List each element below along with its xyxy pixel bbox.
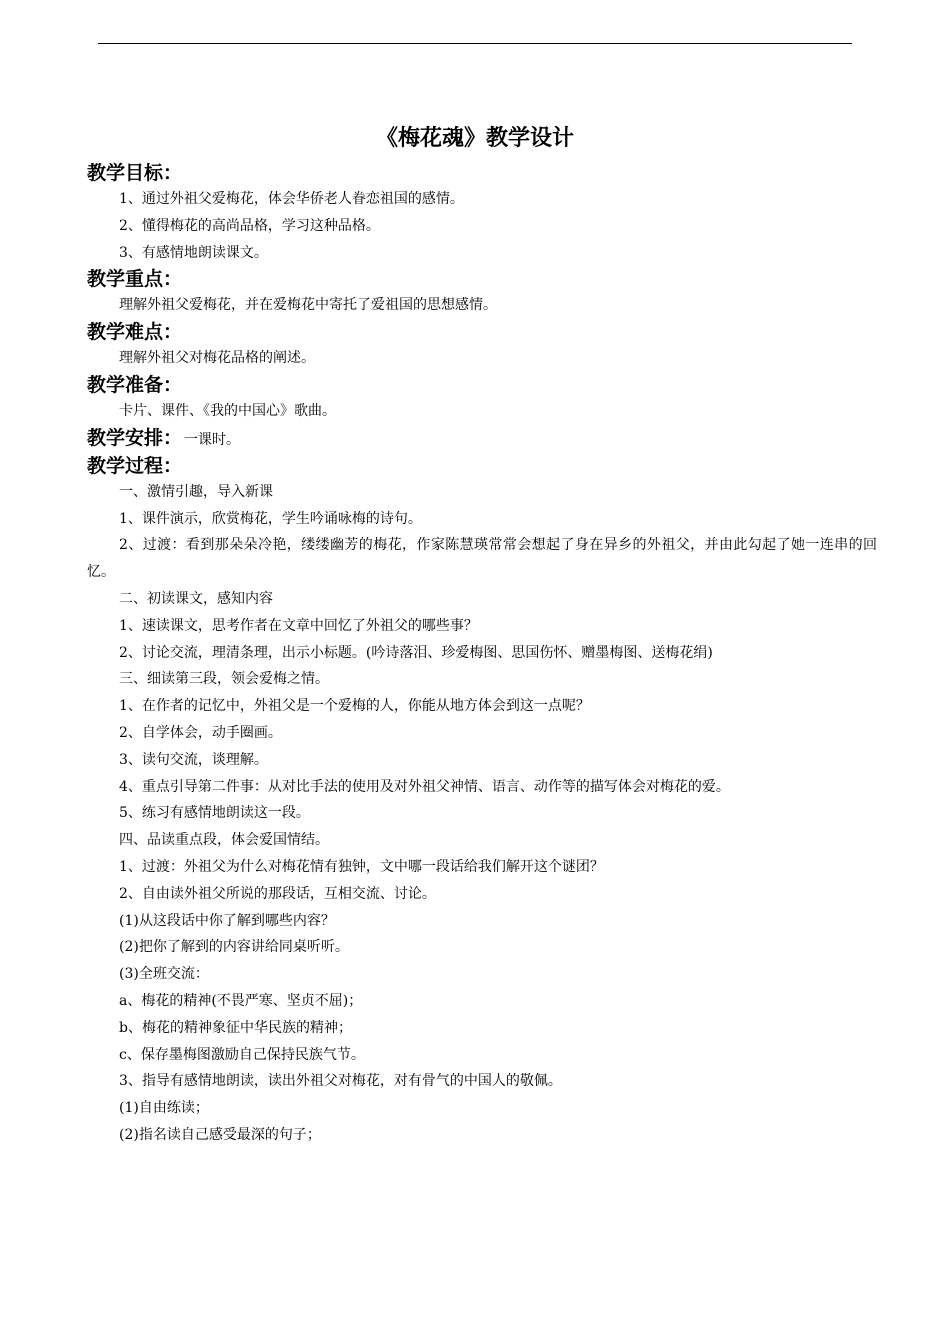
process-step: 三、细读第三段，领会爱梅之情。 <box>119 671 329 688</box>
section-heading-difficulties: 教学难点： <box>87 321 183 344</box>
process-step: (3)全班交流： <box>119 966 209 983</box>
preparation-text: 卡片、课件、《我的中国心》歌曲。 <box>119 402 336 419</box>
process-step: 1、过渡：外祖父为什么对梅花情有独钟，文中哪一段话给我们解开这个谜团？ <box>119 858 604 875</box>
process-step: 2、自学体会，动手圈画。 <box>119 724 282 741</box>
objective-item: 1、通过外祖父爱梅花，体会华侨老人眷恋祖国的感情。 <box>119 191 464 207</box>
process-step: (2)指名读自己感受最深的句子； <box>119 1126 321 1143</box>
process-step: 1、在作者的记忆中，外祖父是一个爱梅的人，你能从地方体会到这一点呢？ <box>119 698 590 715</box>
process-step: 3、指导有感情地朗读，读出外祖父对梅花，对有骨气的中国人的敬佩。 <box>119 1073 562 1090</box>
key-point-text: 理解外祖父爱梅花，并在爱梅花中寄托了爱祖国的思想感情。 <box>119 297 497 314</box>
process-step: (1)从这段话中你了解到哪些内容？ <box>119 912 335 929</box>
process-step: a、梅花的精神(不畏严寒、坚贞不屈)； <box>119 992 363 1009</box>
page-title: 《梅花魂》教学设计 <box>375 125 574 151</box>
process-step: (1)自由练读； <box>119 1100 209 1117</box>
process-step: (2)把你了解到的内容讲给同桌听听。 <box>119 939 349 956</box>
process-step: 四、品读重点段，体会爱国情结。 <box>119 832 329 849</box>
objective-item: 3、有感情地朗读课文。 <box>119 244 268 261</box>
difficulty-text: 理解外祖父对梅花品格的阐述。 <box>119 350 315 367</box>
process-step: 2、自由读外祖父所说的那段话，互相交流、讨论。 <box>119 885 436 902</box>
section-heading-objectives: 教学目标： <box>87 162 183 184</box>
section-heading-schedule <box>87 425 877 453</box>
process-step: 二、初读课文，感知内容 <box>119 590 273 607</box>
process-step: 2、过渡：看到那朵朵冷艳，缕缕幽芳的梅花，作家陈慧瑛常常会想起了身在异乡的外祖父，并由此勾起了她一连串的回忆。 <box>87 537 877 581</box>
process-step: 2、讨论交流，理清条理，出示小标题。(吟诗落泪、珍爱梅图、思国伤怀、赠墨梅图、送梅花绢) <box>119 644 713 661</box>
section-heading-process: 教学过程： <box>87 454 183 477</box>
objective-item: 2、懂得梅花的高尚品格，学习这种品格。 <box>119 217 380 234</box>
schedule-label: 教学安排： <box>87 426 183 449</box>
process-step: 3、读句交流，谈理解。 <box>119 751 268 768</box>
section-heading-preparation: 教学准备： <box>87 373 183 396</box>
process-step: 一、激情引趣，导入新课 <box>119 483 273 500</box>
process-step: b、梅花的精神象征中华民族的精神； <box>119 1019 352 1036</box>
process-step: c、保存墨梅图激励自己保持民族气节。 <box>119 1046 365 1063</box>
process-step: 4、重点引导第二件事：从对比手法的使用及对外祖父神情、语言、动作等的描写体会对梅花的爱。 <box>119 778 730 795</box>
process-step: 1、速读课文，思考作者在文章中回忆了外祖父的哪些事？ <box>119 617 478 634</box>
document-body <box>87 160 877 1149</box>
schedule-value: 一课时。 <box>184 431 241 448</box>
process-step: 5、练习有感情地朗读这一段。 <box>119 805 310 822</box>
process-step: 1、课件演示，欣赏梅花，学生吟诵咏梅的诗句。 <box>119 510 422 527</box>
section-heading-key-points: 教学重点： <box>87 268 183 291</box>
header-rule <box>98 43 852 44</box>
